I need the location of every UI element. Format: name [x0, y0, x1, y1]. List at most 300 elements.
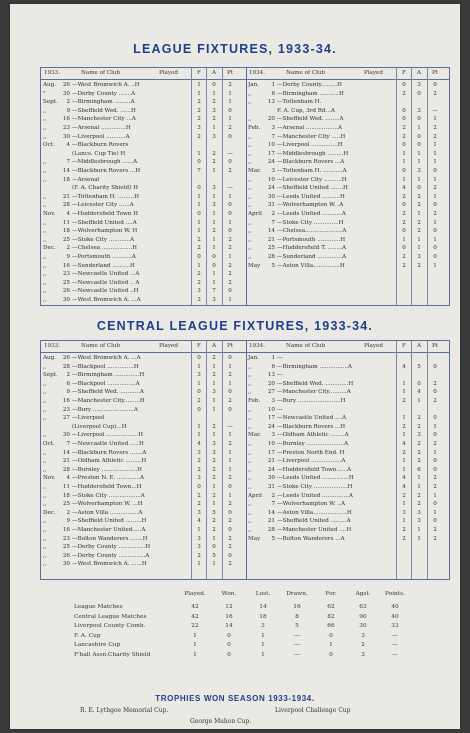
fixture-points: 2	[433, 185, 437, 192]
fixture-goals-for: 0	[402, 82, 406, 88]
fixture-goals-for: 0	[197, 185, 201, 192]
summary-value: 1	[193, 651, 197, 658]
fixture-month: ,,	[248, 406, 252, 413]
fixture-month: Feb.	[248, 125, 261, 131]
fixture-goals-against: 5	[212, 509, 216, 516]
fixture-opponent: —Middlesbrough ......A	[72, 159, 138, 166]
fixture-goals-against: 1	[212, 398, 216, 404]
summary-competition: Lancashire Cup	[74, 642, 121, 648]
fixture-opponent: —Bury ........................H	[277, 398, 346, 404]
header-for: F	[197, 343, 201, 349]
fixture-points: 2	[433, 535, 437, 542]
fixture-goals-for: 2	[197, 466, 201, 473]
fixture-opponent: —West Bromwich A. ..H	[72, 82, 140, 88]
fixture-goals-for: 2	[402, 449, 406, 456]
fixture-goals-for: 2	[197, 133, 201, 140]
fixture-goals-for: 3	[197, 475, 201, 482]
fixture-day: 2	[66, 372, 70, 379]
fixture-points: 2	[228, 544, 232, 551]
fixture-opponent: F. A. Cup, 3rd Rd...A	[277, 107, 335, 114]
fixture-day: 2	[66, 99, 70, 106]
fixture-day: 7	[271, 501, 275, 508]
fixture-day: 27	[267, 389, 275, 396]
summary-value: —	[392, 642, 398, 648]
fixture-goals-against: 2	[212, 99, 216, 106]
fixture-day: 4	[66, 475, 70, 482]
fixture-goals-against: 6	[417, 466, 421, 473]
fixture-goals-against: 1	[212, 125, 216, 131]
fixture-points: 0	[433, 245, 437, 252]
fixture-day: 4	[66, 142, 70, 149]
fixture-month: ,,	[43, 544, 47, 551]
fixture-month: ,,	[248, 458, 252, 465]
header-for: F	[197, 70, 201, 76]
league-fixtures-title: LEAGUE FIXTURES, 1933-34.	[133, 42, 337, 56]
fixture-opponent: —Arsenal ..............H	[72, 125, 131, 131]
fixture-row	[41, 193, 246, 202]
fixture-month: ,,	[43, 288, 47, 295]
summary-value: 40	[391, 604, 399, 610]
fixture-opponent: —Birmingham .........A	[72, 99, 135, 106]
fixture-goals-against: 1	[212, 271, 216, 278]
fixture-points: 0	[228, 552, 232, 559]
fixture-opponent: —Oldham Athletic ........A	[277, 432, 349, 439]
summary-value: 66	[327, 623, 335, 629]
summary-value: 3	[261, 623, 265, 629]
fixture-opponent: —Oldham Athletic .........H	[72, 458, 147, 465]
fixture-row	[41, 201, 246, 210]
fixture-goals-for: 4	[402, 363, 406, 370]
fixture-points: 1	[228, 193, 232, 200]
fixture-opponent: —Huddersfield Town......A	[277, 466, 352, 473]
fixture-day: 28	[267, 527, 275, 533]
summary-value: 1	[261, 651, 265, 658]
header-played: Played	[364, 70, 383, 76]
fixture-goals-for: 1	[402, 415, 406, 422]
fixture-goals-for: 1	[197, 363, 201, 370]
fixture-row	[41, 466, 246, 475]
fixture-month: ,,	[43, 432, 47, 439]
fixture-goals-against: 0	[417, 133, 421, 140]
fixture-month: ,,	[248, 99, 252, 106]
fixture-points: 1	[228, 380, 232, 387]
summary-row	[74, 613, 414, 623]
fixture-row	[41, 90, 246, 99]
central-left-column	[41, 341, 246, 579]
fixture-row	[41, 270, 246, 279]
fixture-points: 0	[228, 202, 232, 209]
fixture-month: Sept.	[43, 372, 58, 379]
fixture-opponent: —Wolverhampton W. H	[72, 228, 138, 235]
trophies-title: TROPHIES WON SEASON 1933-1934.	[155, 694, 315, 703]
fixture-day: 25	[62, 236, 70, 243]
fixture-day: 21	[267, 518, 275, 525]
fixture-opponent: —Wolverhampton W. ..A	[277, 501, 346, 508]
fixture-goals-against: 0	[212, 262, 216, 269]
fixture-month: ,,	[248, 484, 252, 490]
summary-competition: Central League Matches	[74, 613, 147, 620]
fixture-points: 2	[228, 82, 232, 88]
fixture-points: 2	[228, 561, 232, 568]
fixture-row	[41, 509, 246, 518]
fixture-day: 25	[62, 279, 70, 286]
fixture-goals-against: 3	[212, 389, 216, 396]
fixture-day: 28	[62, 466, 70, 473]
fixture-row	[246, 236, 451, 245]
fixture-goals-against: 3	[212, 185, 216, 192]
fixture-row	[41, 449, 246, 458]
fixture-opponent: —Newcastle United ..H	[72, 288, 139, 295]
fixture-goals-for: 2	[402, 211, 406, 217]
fixture-points: 1	[433, 423, 437, 430]
fixture-month: ,,	[43, 202, 47, 209]
fixture-opponent: —Chelsea.....................A	[277, 228, 347, 235]
fixture-row	[41, 406, 246, 415]
fixture-points: 2	[433, 484, 437, 490]
fixture-opponent: —Leeds United ...............H	[277, 475, 354, 482]
fixture-row	[246, 167, 451, 176]
fixture-month: Dec.	[43, 245, 56, 252]
fixture-goals-for: 2	[197, 501, 201, 508]
fixture-points: 2	[433, 441, 437, 447]
fixture-goals-against: 3	[417, 518, 421, 525]
fixture-points: 1	[228, 432, 232, 439]
header-year: 1933.	[44, 70, 61, 76]
header-against: A	[211, 70, 217, 76]
fixture-day: 14	[62, 449, 70, 456]
fixture-day: 9	[66, 518, 70, 525]
fixture-points: 2	[228, 475, 232, 482]
fixture-row	[41, 287, 246, 296]
fixture-day: 17	[267, 415, 275, 422]
fixture-row	[246, 107, 451, 116]
fixture-points: 2	[433, 211, 437, 217]
central-left-header	[41, 341, 246, 352]
fixture-day: 26	[62, 355, 70, 361]
fixture-goals-for: 2	[402, 423, 406, 430]
fixture-month: ,,	[248, 228, 252, 235]
fixture-goals-against: 3	[417, 432, 421, 439]
fixture-month: ,,	[43, 363, 47, 370]
summary-header: Played.	[184, 591, 206, 597]
fixture-points: 2	[228, 398, 232, 404]
fixture-day: 18	[62, 176, 70, 183]
fixture-goals-against: 1	[212, 193, 216, 200]
fixture-day: 28	[62, 363, 70, 370]
fixture-points: 2	[228, 271, 232, 278]
fixture-day: 5	[271, 262, 275, 269]
fixture-opponent: —Preston N. E. .............A	[72, 475, 145, 482]
fixture-goals-for: 3	[197, 509, 201, 516]
fixture-opponent: (Lancs. Cup Tie) H	[72, 150, 126, 157]
fixture-goals-for: 2	[402, 492, 406, 499]
summary-row	[74, 622, 414, 632]
fixture-goals-against: 3	[212, 297, 216, 303]
fixture-goals-for: 2	[402, 133, 406, 140]
fixture-goals-for: 1	[402, 458, 406, 465]
fixture-day: 11	[62, 219, 70, 226]
fixture-goals-against: 2	[417, 228, 421, 235]
fixture-goals-against: 2	[212, 466, 216, 473]
fixture-points: —	[227, 423, 233, 430]
fixture-day: 20	[267, 380, 275, 387]
fixture-day: 10	[267, 142, 275, 149]
fixture-goals-against: 1	[417, 398, 421, 404]
fixture-day: 21	[267, 458, 275, 465]
trophy-george-mahon-cup: George Mahon Cup.	[190, 718, 252, 725]
fixture-day: 1	[271, 355, 275, 361]
fixture-goals-for: 1	[197, 380, 201, 387]
fixture-points: 2	[433, 380, 437, 387]
fixture-opponent: —Middlesbrough .........H	[277, 150, 349, 157]
fixture-row	[246, 535, 451, 544]
fixture-points: 2	[228, 236, 232, 243]
fixture-day: 23	[62, 535, 70, 542]
fixture-row	[246, 406, 451, 415]
fixture-month: ,,	[248, 423, 252, 430]
fixture-row	[246, 133, 451, 142]
summary-value: 33	[391, 623, 399, 629]
fixture-day: 30	[267, 475, 275, 482]
fixture-goals-for: 1	[197, 219, 201, 226]
fixture-goals-for: 2	[197, 552, 201, 559]
fixture-row	[246, 158, 451, 167]
fixture-points: 0	[433, 202, 437, 209]
fixture-opponent: —Sheffield United ....A	[72, 219, 137, 226]
fixture-day: 31	[267, 202, 275, 209]
fixture-month: ,,	[248, 116, 252, 123]
fixture-day: 24	[267, 185, 275, 192]
fixture-points: 0	[228, 133, 232, 140]
fixture-day: 31	[267, 484, 275, 490]
fixture-day: 30	[62, 561, 70, 568]
fixture-goals-for: 2	[197, 245, 201, 252]
fixture-row	[246, 371, 451, 380]
fixture-day: 2	[66, 245, 70, 252]
fixture-goals-against: 2	[417, 449, 421, 456]
fixture-goals-for: 1	[402, 466, 406, 473]
fixture-opponent: —Sheffield Wed. .............H	[277, 380, 354, 387]
fixture-goals-against: 2	[212, 228, 216, 235]
fixture-goals-for: 2	[402, 219, 406, 226]
fixture-row	[41, 483, 246, 492]
fixture-goals-against: 2	[212, 475, 216, 482]
fixture-points: 0	[433, 82, 437, 88]
fixture-row	[246, 150, 451, 159]
fixture-goals-against: 2	[417, 441, 421, 447]
fixture-day: 3	[271, 125, 275, 131]
fixture-opponent: —Wolverhampton W. ...H	[72, 501, 143, 508]
fixture-day: 24	[267, 466, 275, 473]
fixture-opponent: —Bolton Wanderers ...A	[277, 535, 345, 542]
fixture-goals-against: 3	[212, 441, 216, 447]
fixture-opponent: —Manchester United.....A	[72, 527, 146, 533]
fixture-month: ,,	[43, 279, 47, 286]
fixture-opponent: —Bury .......................A	[72, 406, 138, 413]
fixture-row	[246, 500, 451, 509]
fixture-opponent: —Wolverhampton W. .A	[277, 202, 344, 209]
fixture-day: 5	[271, 535, 275, 542]
fixture-goals-for: 1	[197, 561, 201, 568]
fixture-month: May	[248, 535, 261, 542]
fixture-row	[41, 431, 246, 440]
fixture-month: Aug.	[43, 82, 57, 88]
fixture-row	[246, 176, 451, 185]
fixture-month: ,,	[248, 466, 252, 473]
fixture-row	[41, 115, 246, 124]
fixture-opponent: —Birmingham ................A	[277, 363, 352, 370]
fixture-goals-for: 1	[402, 150, 406, 157]
fixture-points: 0	[433, 466, 437, 473]
summary-value: 8	[295, 613, 299, 620]
fixture-day: 30	[62, 133, 70, 140]
fixture-row	[246, 509, 451, 518]
fixture-row	[41, 552, 246, 561]
league-left-column	[41, 68, 246, 305]
summary-value: 0	[227, 651, 231, 658]
summary-value: 2	[361, 642, 365, 648]
fixture-opponent: —Huddersfield T. ........A	[277, 245, 347, 252]
fixture-goals-for: 0	[402, 202, 406, 209]
fixture-goals-for: 1	[197, 90, 201, 97]
fixture-points: 2	[228, 372, 232, 379]
summary-row	[74, 632, 414, 642]
summary-header: For.	[325, 591, 337, 597]
fixture-opponent: —Blackpool ................A	[72, 380, 140, 387]
fixture-day: 26	[62, 552, 70, 559]
fixture-goals-for: 1	[402, 501, 406, 508]
fixture-points: 0	[433, 168, 437, 174]
summary-value: 12	[225, 604, 233, 610]
fixture-row	[41, 124, 246, 133]
summary-value: 14	[225, 623, 233, 629]
header-club: Name of Club	[286, 343, 326, 349]
fixture-day: 30	[62, 297, 70, 303]
fixture-goals-for: 0	[402, 245, 406, 252]
header-points: Pt	[226, 343, 233, 349]
fixture-opponent: (Liverpool Cup)...H	[72, 423, 127, 430]
fixture-goals-for: 1	[402, 432, 406, 439]
summary-competition: League Matches	[74, 604, 123, 610]
fixture-points: 2	[228, 125, 232, 131]
fixture-goals-for: 3	[197, 544, 201, 551]
fixture-points: 2	[228, 279, 232, 286]
fixture-goals-against: 2	[212, 527, 216, 533]
fixture-opponent: —Blackburn Rovers .......A	[72, 449, 147, 456]
summary-value: —	[294, 632, 300, 639]
fixture-row	[246, 354, 451, 363]
fixture-points: 2	[228, 518, 232, 525]
fixture-day: 17	[267, 449, 275, 456]
fixture-day: 17	[267, 150, 275, 157]
fixture-opponent: —Blackburn Rovers ...A	[277, 159, 345, 166]
header-club: Name of Club	[81, 70, 121, 76]
fixture-points: 0	[433, 389, 437, 396]
fixture-row	[41, 244, 246, 253]
fixture-day: 30	[62, 90, 70, 97]
fixture-points: 2	[433, 527, 437, 533]
summary-value: 22	[191, 623, 199, 629]
fixture-points: 0	[228, 527, 232, 533]
header-against: A	[416, 70, 422, 76]
fixture-day: 30	[62, 432, 70, 439]
fixture-day: 28	[267, 254, 275, 260]
fixture-row	[41, 363, 246, 372]
fixture-goals-against: 1	[212, 380, 216, 387]
fixture-points: 1	[228, 458, 232, 465]
fixture-opponent: —Blackburn Rovers	[72, 142, 129, 149]
fixture-day: 7	[271, 133, 275, 140]
fixture-goals-for: 2	[197, 99, 201, 106]
fixture-month: Oct.	[43, 441, 55, 447]
fixture-row	[246, 474, 451, 483]
summary-row	[74, 641, 414, 651]
fixture-day: 18	[62, 228, 70, 235]
fixture-row	[246, 440, 451, 449]
fixture-month: Jan.	[248, 82, 259, 88]
fixture-month: Jan.	[248, 355, 259, 361]
fixture-opponent: —West Bromwich A. ...A	[72, 355, 141, 361]
fixture-month: ,,	[43, 406, 47, 413]
fixture-goals-for: 2	[197, 107, 201, 114]
fixture-goals-against: 1	[417, 211, 421, 217]
fixture-row	[246, 431, 451, 440]
summary-value: 0	[227, 632, 231, 639]
fixture-month: ,,	[43, 219, 47, 226]
fixture-row	[246, 380, 451, 389]
fixture-goals-against: 1	[417, 176, 421, 183]
fixture-row	[41, 158, 246, 167]
fixture-row	[246, 90, 451, 99]
fixture-day: 23	[62, 125, 70, 131]
fixture-month: ,,	[43, 133, 47, 140]
fixture-points: —	[227, 150, 233, 157]
league-fixtures-table	[40, 67, 450, 306]
fixture-goals-against: 0	[212, 254, 216, 260]
fixture-goals-for: 2	[402, 193, 406, 200]
fixture-goals-for: 4	[402, 185, 406, 192]
fixture-goals-against: 3	[212, 133, 216, 140]
fixture-points: 2	[433, 90, 437, 97]
header-played: Played	[364, 343, 383, 349]
fixture-goals-against: 1	[212, 561, 216, 568]
fixture-points: 1	[433, 492, 437, 499]
fixture-points: 0	[228, 406, 232, 413]
fixture-goals-against: 0	[417, 116, 421, 123]
fixture-goals-against: 3	[417, 254, 421, 260]
fixture-goals-against: 1	[417, 125, 421, 131]
summary-value: 3	[361, 651, 365, 658]
fixture-goals-against: 1	[212, 211, 216, 217]
league-right-header	[246, 68, 451, 79]
fixture-day: 4	[66, 211, 70, 217]
fixture-goals-for: 1	[402, 236, 406, 243]
central-league-fixtures-table	[40, 340, 450, 580]
fixture-goals-against: 5	[212, 552, 216, 559]
fixture-opponent: —Birmingham ..............H	[72, 372, 145, 379]
fixture-month: ,,	[248, 90, 252, 97]
fixture-opponent: —Blackburn Rovers ...H	[72, 168, 141, 174]
summary-value: 30	[359, 623, 367, 629]
fixture-goals-against: 2	[212, 372, 216, 379]
fixture-day: 6	[271, 90, 275, 97]
fixture-day: 16	[62, 262, 70, 269]
fixture-goals-against: 1	[212, 484, 216, 490]
fixture-goals-for: 2	[402, 125, 406, 131]
fixture-goals-against: 2	[417, 219, 421, 226]
fixture-row	[41, 535, 246, 544]
central-right-header	[246, 341, 451, 352]
